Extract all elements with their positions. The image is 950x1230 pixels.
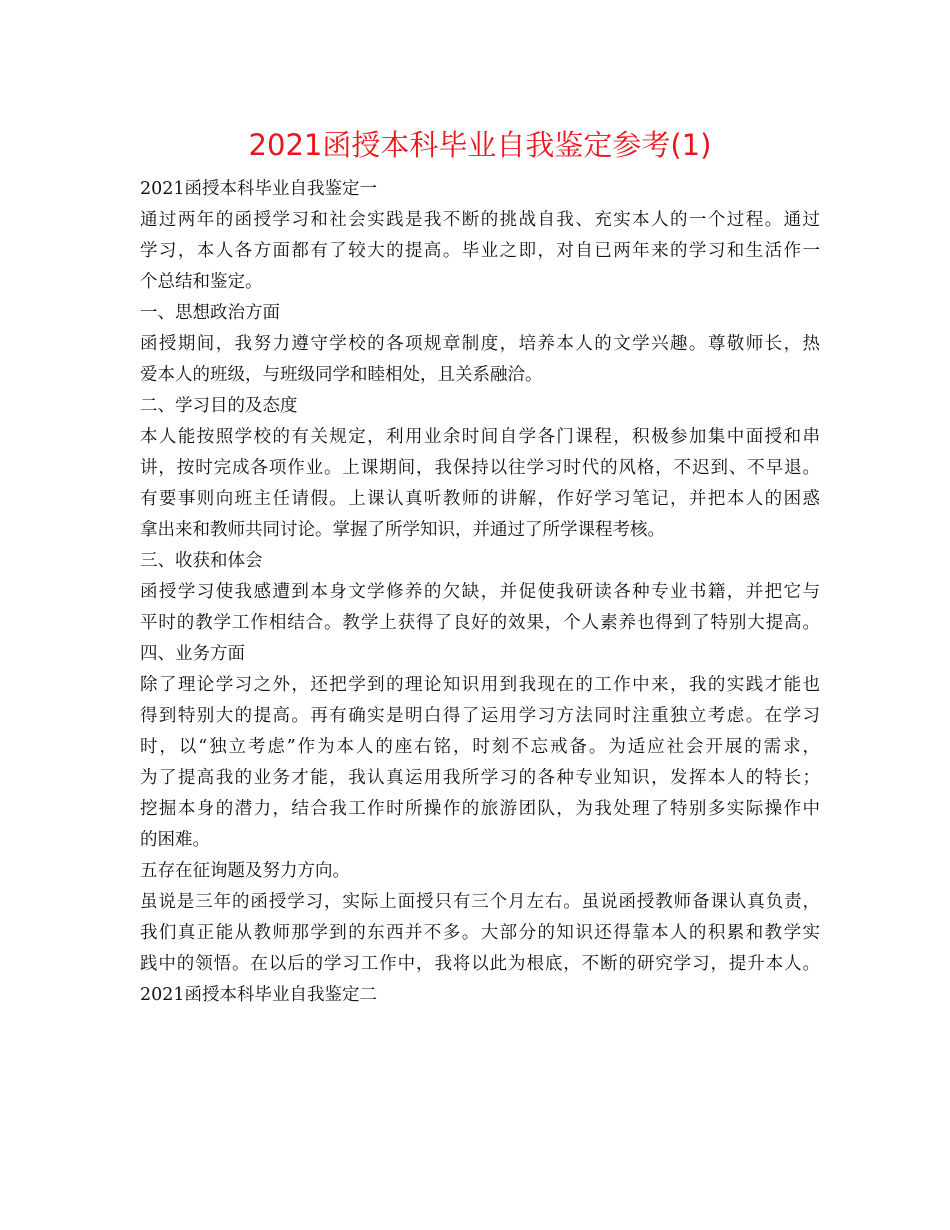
- text-line: 拿出来和教师共同讨论。掌握了所学知识，并通过了所学课程考核。: [140, 520, 665, 540]
- text-line: 个总结和鉴定。: [140, 272, 263, 292]
- text-line: 三、收获和体会: [140, 551, 263, 571]
- text-line: 虽说是三年的函授学习，实际上面授只有三个月左右。虽说函授教师备课认真负责，: [140, 892, 820, 912]
- text-line: 除了理论学习之外，还把学到的理论知识用到我现在的工作中来，我的实践才能也: [140, 675, 820, 695]
- text-line: 学习，本人各方面都有了较大的提高。毕业之即，对自已两年来的学习和生活作一: [140, 241, 820, 261]
- text-line: 函授学习使我感遭到本身文学修养的欠缺，并促使我研读各种专业书籍，并把它与: [140, 582, 820, 602]
- text-line: 得到特别大的提高。再有确实是明白得了运用学习方法同时注重独立考虑。在学习: [140, 706, 820, 726]
- text-line: 二、学习目的及态度: [140, 396, 298, 416]
- text-line: 讲，按时完成各项作业。上课期间，我保持以往学习时代的风格，不迟到、不早退。: [140, 458, 820, 478]
- text-line: 践中的领悟。在以后的学习工作中，我将以此为根底，不断的研究学习，提升本人。: [140, 954, 820, 974]
- text-line: 有要事则向班主任请假。上课认真听教师的讲解，作好学习笔记，并把本人的困惑: [140, 489, 820, 509]
- text-line: 一、思想政治方面: [140, 303, 280, 323]
- text-line: 时，以“独立考虑”作为本人的座右铭，时刻不忘戒备。为适应社会开展的需求，: [140, 737, 820, 757]
- text-line: 我们真正能从教师那学到的东西并不多。大部分的知识还得靠本人的积累和教学实: [140, 923, 820, 943]
- text-line: 的困难。: [140, 830, 210, 850]
- document-title: 2021函授本科毕业自我鉴定参考(1): [248, 128, 712, 162]
- document-body: [140, 174, 820, 1011]
- text-line: 通过两年的函授学习和社会实践是我不断的挑战自我、充实本人的一个过程。通过: [140, 210, 820, 230]
- text-line: 本人能按照学校的有关规定，利用业余时间自学各门课程，积极参加集中面授和串: [140, 427, 820, 447]
- text-line: 2021函授本科毕业自我鉴定二: [140, 985, 378, 1005]
- text-line: 挖掘本身的潜力，结合我工作时所操作的旅游团队，为我处理了特别多实际操作中: [140, 799, 820, 819]
- text-line: 四、业务方面: [140, 644, 245, 664]
- text-line: 五存在征询题及努力方向。: [140, 861, 350, 881]
- text-line: 爱本人的班级，与班级同学和睦相处，且关系融洽。: [140, 365, 543, 385]
- text-line: 函授期间，我努力遵守学校的各项规章制度，培养本人的文学兴趣。尊敬师长，热: [140, 334, 820, 354]
- text-line: 平时的教学工作相结合。教学上获得了良好的效果，个人素养也得到了特别大提高。: [140, 613, 820, 633]
- text-line: 为了提高我的业务才能，我认真运用我所学习的各种专业知识，发挥本人的特长；: [140, 768, 820, 788]
- text-line: 2021函授本科毕业自我鉴定一: [140, 179, 378, 199]
